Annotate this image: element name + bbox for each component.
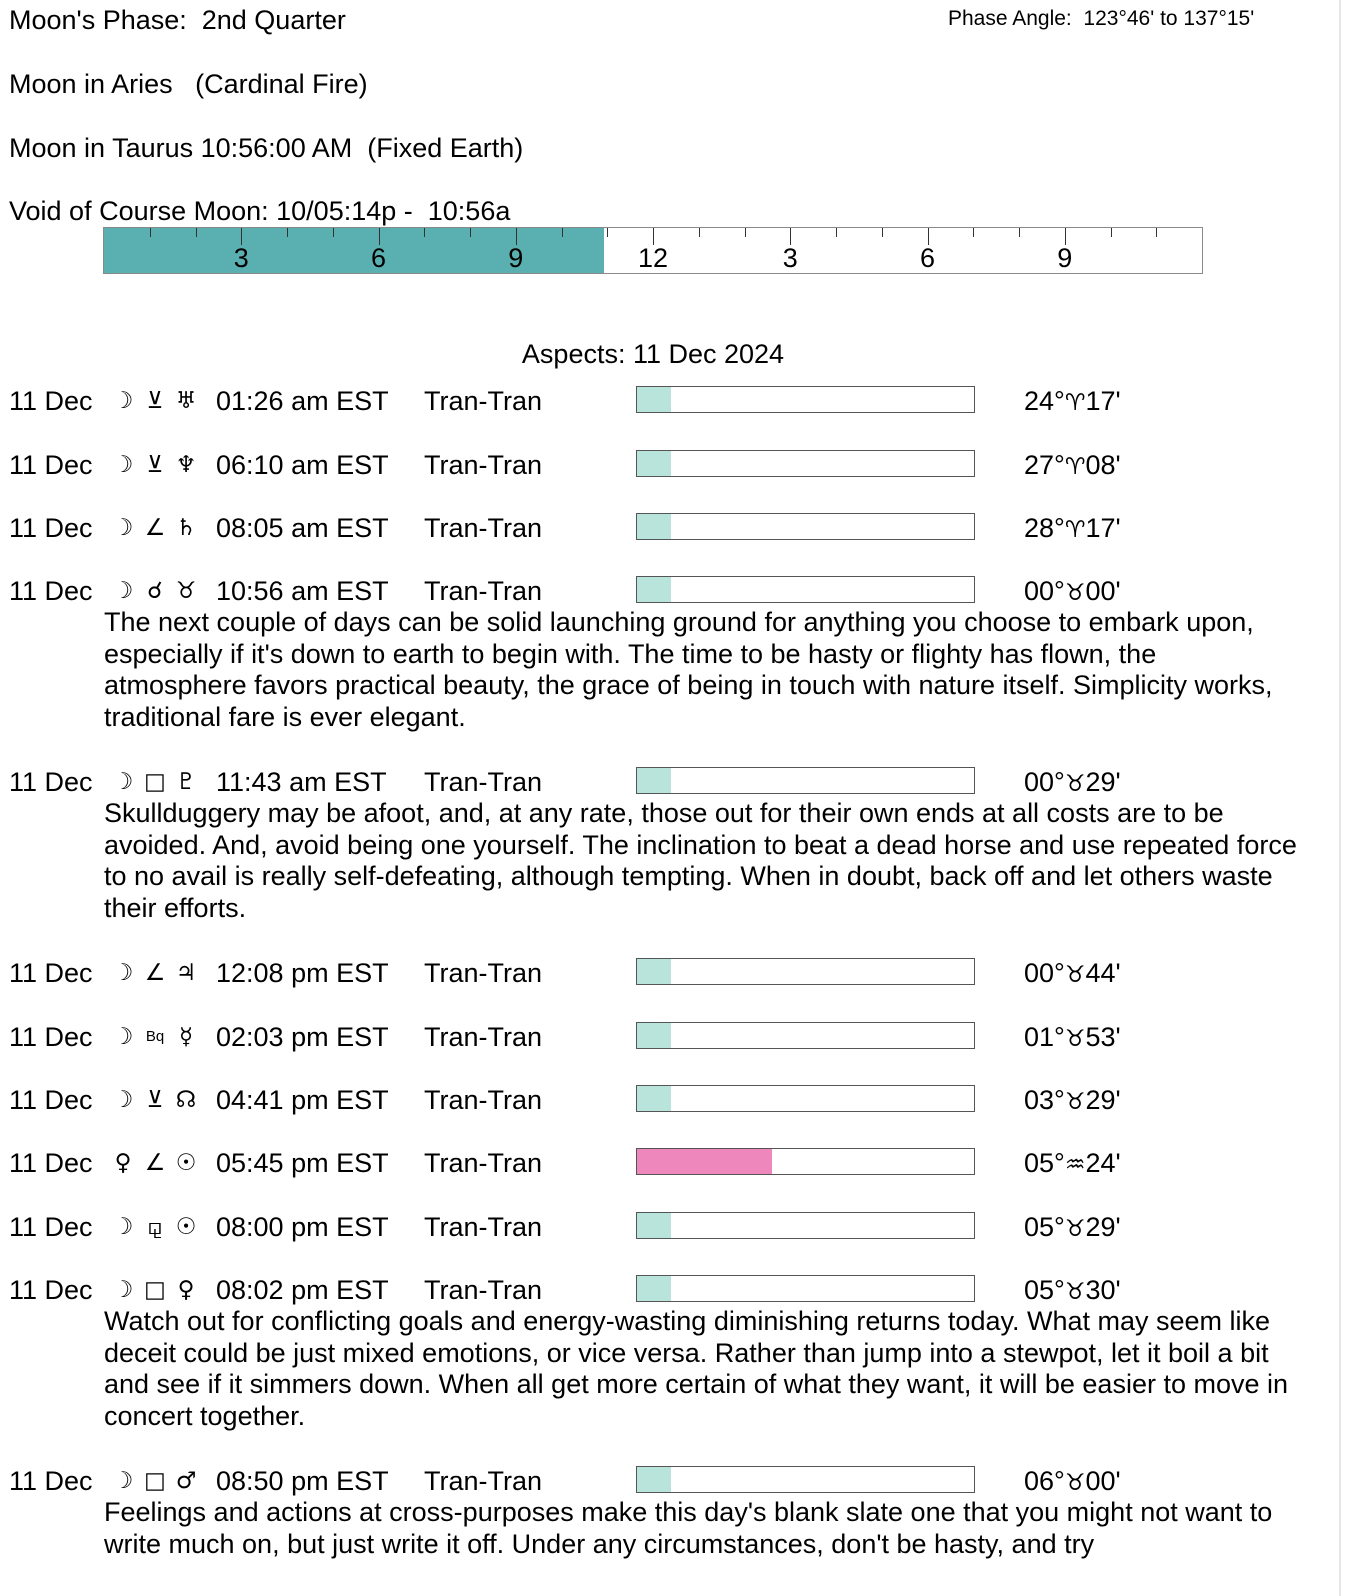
void-of-course-timeline: [103, 227, 1203, 274]
aspect-type: Tran-Tran: [424, 576, 543, 606]
mercury-icon: ☿: [178, 1024, 194, 1050]
timeline-hour-label: 6: [370, 243, 387, 273]
aspect-row: [0, 1147, 1340, 1179]
moon-icon: ☽: [112, 1277, 134, 1303]
moon-sign-aries: Moon in Aries (Cardinal Fire): [9, 69, 368, 99]
aspect-position: [1024, 512, 1121, 546]
position-degrees: 28°: [1024, 513, 1065, 543]
zodiac-sign-icon: ♉: [1064, 962, 1086, 988]
position-degrees: 05°: [1024, 1275, 1065, 1305]
aspect-row: [0, 1274, 1340, 1306]
moon-icon: ☽: [112, 1214, 134, 1240]
timeline-hour-label: 3: [782, 243, 798, 273]
taurus-icon: ♉: [175, 578, 197, 604]
aspect-strength-fill: [637, 1467, 671, 1492]
aspect-date: 11 Dec: [9, 767, 93, 797]
moon-icon: ☽: [112, 960, 134, 986]
aspect-strength-bar: [636, 1466, 975, 1493]
aspect-type: Tran-Tran: [424, 1275, 543, 1305]
position-minutes: 17': [1085, 513, 1121, 543]
neptune-icon: ♆: [175, 452, 197, 478]
aspect-description: Feelings and actions at cross-purposes make this day's blank slate one that you might not want to write much on, but just write it off. Under any circumstances, don't be hasty, and try: [104, 1497, 1273, 1559]
aspect-position: [1024, 575, 1121, 609]
moon-icon: ☽: [112, 1024, 134, 1050]
aspect-type: Tran-Tran: [424, 1212, 543, 1242]
semisquare-icon: ∠: [144, 1150, 166, 1176]
aspect-position: [1024, 766, 1121, 800]
aspect-position: [1024, 957, 1121, 991]
aspect-time: 11:43 am EST: [216, 767, 387, 797]
moon-icon: ☽: [112, 769, 134, 795]
aspect-type: Tran-Tran: [424, 1022, 543, 1052]
aspect-row: [0, 575, 1340, 607]
semisquare-icon: ∠: [144, 515, 166, 541]
position-degrees: 00°: [1024, 576, 1065, 606]
aspect-date: 11 Dec: [9, 1275, 93, 1305]
aspect-strength-bar: [636, 576, 975, 603]
timeline-tick: [607, 228, 608, 237]
aspect-time: 06:10 am EST: [216, 450, 389, 480]
aspect-description: Watch out for conflicting goals and energy-wasting diminishing returns today. What may seem like deceit could be just mixed emotions, or vice versa. Rather than jump into a stewpot, let it boil a bit and see if it simmers down. When all get more certain of what they want, it will be easier to move in concert together.: [104, 1306, 1289, 1432]
aspect-date: 11 Dec: [9, 1148, 93, 1178]
timeline-tick: [973, 228, 974, 237]
zodiac-sign-icon: ♈: [1064, 517, 1086, 543]
position-degrees: 03°: [1024, 1085, 1065, 1115]
aspect-date: 11 Dec: [9, 1022, 93, 1052]
timeline-tick: [196, 228, 197, 237]
aspect-time: 02:03 pm EST: [216, 1022, 389, 1052]
aspect-type: Tran-Tran: [424, 1466, 543, 1496]
aspect-type: Tran-Tran: [424, 958, 543, 988]
saturn-icon: ♄: [175, 515, 197, 541]
aspect-time: 12:08 pm EST: [216, 958, 389, 988]
sesquisquare-icon: ⚼: [147, 1214, 163, 1240]
position-minutes: 17': [1085, 386, 1121, 416]
aspect-date: 11 Dec: [9, 1212, 93, 1242]
sun-icon: ☉: [175, 1214, 197, 1240]
phase-angle: Phase Angle: 123°46' to 137°15': [948, 7, 1255, 30]
aspect-position: [1024, 385, 1121, 419]
square-icon: □: [144, 769, 166, 795]
pluto-icon: ♇: [175, 769, 197, 795]
aspect-time: 08:05 am EST: [216, 513, 389, 543]
aspect-type: Tran-Tran: [424, 513, 543, 543]
position-minutes: 29': [1085, 1212, 1121, 1242]
position-minutes: 29': [1085, 767, 1121, 797]
aspect-position: [1024, 449, 1121, 483]
moon-icon: ☽: [112, 452, 134, 478]
aspect-strength-bar: [636, 1022, 975, 1049]
aspect-type: Tran-Tran: [424, 450, 543, 480]
aspect-time: 05:45 pm EST: [216, 1148, 389, 1178]
aspect-date: 11 Dec: [9, 513, 93, 543]
position-degrees: 05°: [1024, 1148, 1065, 1178]
moon-icon: ☽: [112, 388, 134, 414]
position-minutes: 29': [1085, 1085, 1121, 1115]
zodiac-sign-icon: ♉: [1064, 771, 1086, 797]
zodiac-sign-icon: ♉: [1064, 580, 1086, 606]
timeline-tick: [745, 228, 746, 237]
aspect-date: 11 Dec: [9, 450, 93, 480]
moon-phase: Moon's Phase: 2nd Quarter: [9, 5, 346, 35]
aspect-row: [0, 1021, 1340, 1053]
aspect-time: 08:00 pm EST: [216, 1212, 389, 1242]
zodiac-sign-icon: ♒: [1064, 1152, 1086, 1178]
aspect-strength-fill: [637, 514, 671, 539]
aspect-position: [1024, 1465, 1121, 1499]
aspect-description: Skullduggery may be afoot, and, at any rate, those out for their own ends at all costs are to be avoided. And, avoid being one yourself. The inclination to beat a dead horse and use repeated force to no avail is really self-defeating, although tempting. When in doubt, back off and let others waste their efforts.: [104, 798, 1297, 924]
north-node-icon: ☊: [175, 1087, 197, 1113]
zodiac-sign-icon: ♉: [1064, 1089, 1086, 1115]
aspect-strength-bar: [636, 958, 975, 985]
aspect-time: 08:02 pm EST: [216, 1275, 389, 1305]
aspect-time: 01:26 am EST: [216, 386, 389, 416]
position-degrees: 06°: [1024, 1466, 1065, 1496]
aspect-position: [1024, 1211, 1121, 1245]
aspect-strength-fill: [637, 1213, 671, 1238]
moon-sign-taurus: Moon in Taurus 10:56:00 AM (Fixed Earth): [9, 133, 524, 163]
position-minutes: 00': [1085, 576, 1121, 606]
aspect-type: Tran-Tran: [424, 386, 543, 416]
aspect-type: Tran-Tran: [424, 1148, 543, 1178]
zodiac-sign-icon: ♈: [1064, 390, 1086, 416]
position-minutes: 00': [1085, 1466, 1121, 1496]
semisextile-icon: ⊻: [146, 1087, 164, 1113]
aspect-strength-bar: [636, 513, 975, 540]
semisquare-icon: ∠: [144, 960, 166, 986]
jupiter-icon: ♃: [175, 960, 197, 986]
aspect-row: [0, 766, 1340, 798]
aspect-row: [0, 449, 1340, 481]
aspect-strength-bar: [636, 767, 975, 794]
position-degrees: 01°: [1024, 1022, 1065, 1052]
aspect-strength-fill: [637, 1086, 671, 1111]
position-minutes: 08': [1085, 450, 1121, 480]
moon-icon: ☽: [112, 1468, 134, 1494]
semisextile-icon: ⊻: [146, 388, 164, 414]
timeline-tick: [424, 228, 425, 237]
position-minutes: 30': [1085, 1275, 1121, 1305]
aspect-strength-bar: [636, 1085, 975, 1112]
aspect-row: [0, 512, 1340, 544]
timeline-tick: [1111, 228, 1112, 237]
zodiac-sign-icon: ♉: [1064, 1470, 1086, 1496]
timeline-tick: [562, 228, 563, 237]
aspect-strength-bar: [636, 450, 975, 477]
timeline-tick: [150, 228, 151, 237]
moon-icon: ☽: [112, 515, 134, 541]
timeline-hour-label: 9: [1057, 243, 1073, 273]
aspect-time: 10:56 am EST: [216, 576, 389, 606]
timeline-hour-label: 9: [508, 243, 524, 273]
aspect-strength-fill: [637, 577, 671, 602]
zodiac-sign-icon: ♈: [1064, 454, 1086, 480]
square-icon: □: [144, 1277, 166, 1303]
aspect-type: Tran-Tran: [424, 1085, 543, 1115]
aspect-position: [1024, 1147, 1121, 1181]
timeline-tick: [882, 228, 883, 237]
aspect-time: 08:50 pm EST: [216, 1466, 389, 1496]
venus-icon: ♀: [114, 1150, 132, 1176]
moon-icon: ☽: [112, 578, 134, 604]
aspect-date: 11 Dec: [9, 386, 93, 416]
timeline-tick: [333, 228, 334, 237]
aspect-position: [1024, 1021, 1121, 1055]
aspect-date: 11 Dec: [9, 576, 93, 606]
position-minutes: 53': [1085, 1022, 1121, 1052]
position-degrees: 00°: [1024, 958, 1065, 988]
mars-icon: ♂: [175, 1468, 197, 1494]
timeline-tick: [836, 228, 837, 237]
timeline-hour-label: 12: [637, 243, 669, 273]
aspect-strength-bar: [636, 1148, 975, 1175]
timeline-tick: [287, 228, 288, 237]
aspect-strength-fill: [637, 1276, 671, 1301]
timeline-tick: [1019, 228, 1020, 237]
aspect-strength-fill: [637, 959, 671, 984]
aspect-row: [0, 1211, 1340, 1243]
timeline-tick: [699, 228, 700, 237]
position-degrees: 00°: [1024, 767, 1065, 797]
aspect-strength-fill: [637, 451, 671, 476]
position-degrees: 05°: [1024, 1212, 1065, 1242]
aspect-row: [0, 385, 1340, 417]
zodiac-sign-icon: ♉: [1064, 1216, 1086, 1242]
conjunction-icon: ☌: [147, 578, 163, 604]
aspect-type: Tran-Tran: [424, 767, 543, 797]
venus-icon: ♀: [177, 1277, 195, 1303]
position-degrees: 27°: [1024, 450, 1065, 480]
void-of-course: Void of Course Moon: 10/05:14p - 10:56a: [9, 196, 511, 226]
aspect-position: [1024, 1274, 1121, 1308]
position-minutes: 44': [1085, 958, 1121, 988]
zodiac-sign-icon: ♉: [1064, 1026, 1086, 1052]
aspects-title: Aspects: 11 Dec 2024: [521, 339, 785, 369]
aspect-time: 04:41 pm EST: [216, 1085, 389, 1115]
biquintile-icon: Bq: [145, 1028, 165, 1045]
void-of-course-fill: [104, 228, 604, 273]
aspect-row: [0, 957, 1340, 989]
aspect-strength-fill: [637, 768, 671, 793]
aspect-strength-fill: [637, 1149, 772, 1174]
sun-icon: ☉: [175, 1150, 197, 1176]
aspect-strength-fill: [637, 387, 671, 412]
aspect-description: The next couple of days can be solid launching ground for anything you choose to embark upon, especially if it's down to earth to begin with. The time to be hasty or flighty has flown, the atmosphere favors practical beauty, the grace of being in touch with nature itself. Simplicity works, traditional fare is ever elegant.: [104, 607, 1273, 733]
aspect-strength-fill: [637, 1023, 671, 1048]
zodiac-sign-icon: ♉: [1064, 1279, 1086, 1305]
position-minutes: 24': [1085, 1148, 1121, 1178]
semisextile-icon: ⊻: [146, 452, 164, 478]
aspect-position: [1024, 1084, 1121, 1118]
aspect-date: 11 Dec: [9, 958, 93, 988]
timeline-hour-label: 3: [233, 243, 249, 273]
uranus-icon: ♅: [175, 388, 197, 414]
aspect-row: [0, 1465, 1340, 1497]
timeline-hour-label: 6: [919, 243, 936, 273]
aspect-row: [0, 1084, 1340, 1116]
square-icon: □: [144, 1468, 166, 1494]
aspect-date: 11 Dec: [9, 1085, 93, 1115]
timeline-tick: [1156, 228, 1157, 237]
moon-icon: ☽: [112, 1087, 134, 1113]
aspect-date: 11 Dec: [9, 1466, 93, 1496]
page-right-border: [1339, 0, 1341, 1596]
aspect-strength-bar: [636, 1212, 975, 1239]
timeline-tick: [470, 228, 471, 237]
aspect-strength-bar: [636, 1275, 975, 1302]
aspect-strength-bar: [636, 386, 975, 413]
position-degrees: 24°: [1024, 386, 1065, 416]
